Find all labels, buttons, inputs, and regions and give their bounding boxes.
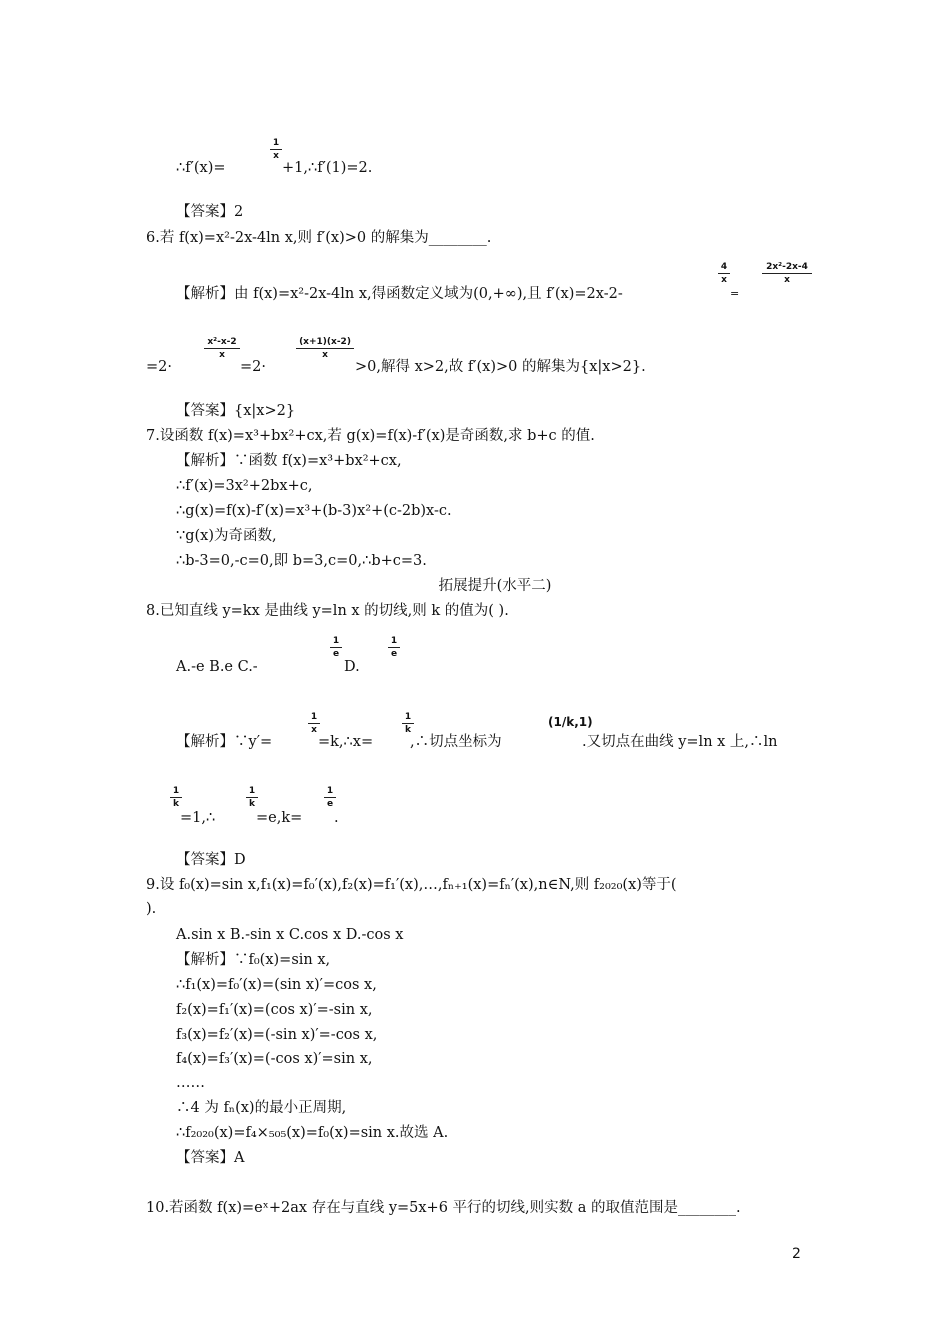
question-10: 10.若函数 f(x)=eˣ+2ax 存在与直线 y=5x+6 平行的切线,则实数 a 的取值范围是________. [146, 1200, 741, 1216]
solution-line: =2· [146, 359, 172, 375]
answer-label: 【答案】D [176, 852, 246, 868]
fraction: 1 x [270, 138, 282, 161]
page-number: 2 [792, 1246, 801, 1262]
solution-line: =e,k= [256, 810, 303, 826]
question-9-cont: ). [146, 901, 157, 917]
fraction: 1 k [402, 712, 414, 735]
answer-label: 【答案】2 [176, 204, 244, 220]
solution-line: ∴f′(x)= [176, 160, 226, 176]
fraction: 1 e [330, 636, 342, 659]
question-8: 8.已知直线 y=kx 是曲线 y=ln x 的切线,则 k 的值为( ). [146, 603, 509, 619]
fraction: x²-x-2 x [204, 337, 240, 360]
question-7: 7.设函数 f(x)=x³+bx²+cx,若 g(x)=f(x)-f′(x)是奇函数,求 b+c 的值. [146, 428, 595, 444]
solution-line: +1,∴f′(1)=2. [282, 160, 373, 176]
solution-line: 【解析】由 f(x)=x²-2x-4ln x,得函数定义域为(0,+∞),且 f′(x)=2x-2- [176, 286, 623, 302]
solution-line: ∴f₂₀₂₀(x)=f₄×₅₀₅(x)=f₀(x)=sin x.故选 A. [176, 1125, 449, 1141]
solution-line: =2· [240, 359, 266, 375]
solution-line: ,∴切点坐标为 [410, 734, 502, 750]
options-line: A.-e B.e C.- [176, 659, 258, 675]
solution-line: ∴f₁(x)=f₀′(x)=(sin x)′=cos x, [176, 977, 377, 993]
fraction: 1 k [246, 786, 258, 809]
solution-line: ∴g(x)=f(x)-f′(x)=x³+(b-3)x²+(c-2b)x-c. [176, 503, 452, 519]
fraction: (x+1)(x-2) x [296, 337, 354, 360]
solution-line: ∴4 为 fₙ(x)的最小正周期, [176, 1100, 347, 1116]
solution-line: >0,解得 x>2,故 f′(x)>0 的解集为{x|x>2}. [355, 359, 646, 375]
fraction: 1 e [324, 786, 336, 809]
solution-line: . [334, 810, 339, 826]
equals-sign: = [730, 287, 740, 300]
solution-line: …… [176, 1075, 205, 1091]
solution-line: f₄(x)=f₃′(x)=(-cos x)′=sin x, [176, 1051, 373, 1067]
question-9: 9.设 f₀(x)=sin x,f₁(x)=f₀′(x),f₂(x)=f₁′(x),…,fₙ₊₁(x)=fₙ′(x),n∈N,则 f₂₀₂₀(x)等于( [146, 877, 677, 893]
solution-line: 【解析】∵f₀(x)=sin x, [176, 952, 331, 968]
tangent-point: (1/k,1) [548, 715, 593, 729]
solution-line: f₂(x)=f₁′(x)=(cos x)′=-sin x, [176, 1002, 373, 1018]
section-heading: 拓展提升(水平二) [438, 578, 552, 594]
solution-line: =1,∴ [180, 810, 216, 826]
solution-line: f₃(x)=f₂′(x)=(-sin x)′=-cos x, [176, 1027, 378, 1043]
solution-line: 【解析】∵函数 f(x)=x³+bx²+cx, [176, 453, 402, 469]
solution-line: ∴f′(x)=3x²+2bx+c, [176, 478, 313, 494]
fraction: 1 k [170, 786, 182, 809]
solution-line: =k,∴x= [318, 734, 374, 750]
answer-label: 【答案】{x|x>2} [176, 403, 296, 419]
question-6: 6.若 f(x)=x²-2x-4ln x,则 f′(x)>0 的解集为________. [146, 230, 492, 246]
answer-label: 【答案】A [176, 1150, 245, 1166]
fraction: 1 x [308, 712, 320, 735]
solution-line: .又切点在曲线 y=ln x 上,∴ln [582, 734, 778, 750]
solution-line: ∴b-3=0,-c=0,即 b=3,c=0,∴b+c=3. [176, 553, 427, 569]
options-line: D. [344, 659, 360, 675]
solution-line: 【解析】∵y′= [176, 734, 273, 750]
fraction: 1 e [388, 636, 400, 659]
fraction: 2x²-2x-4 x [762, 262, 812, 285]
solution-line: ∵g(x)为奇函数, [176, 528, 277, 544]
options-line: A.sin x B.-sin x C.cos x D.-cos x [176, 927, 404, 943]
fraction: 4 x [718, 262, 730, 285]
